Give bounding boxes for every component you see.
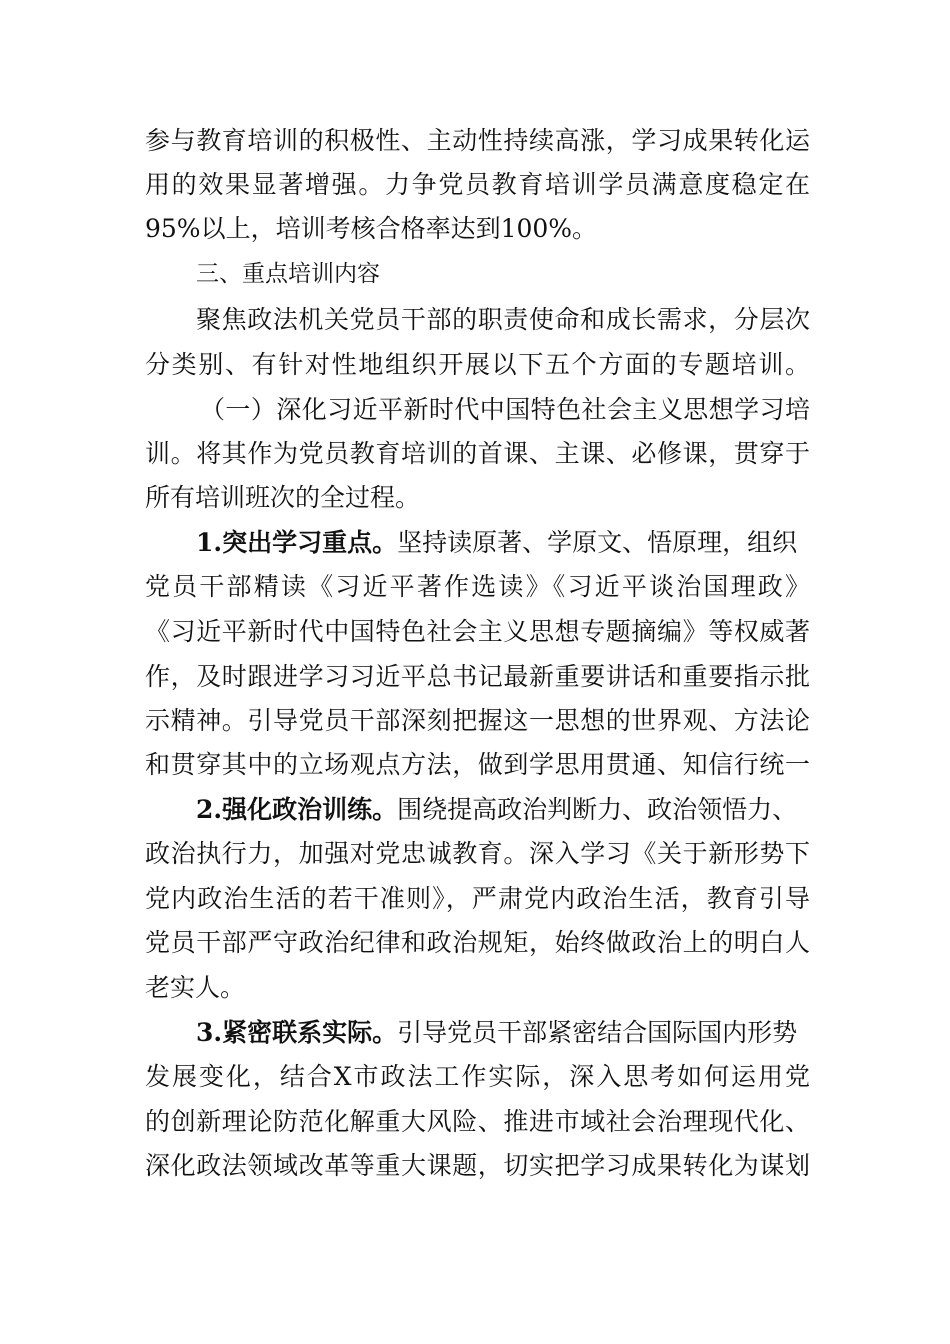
paragraph-line: 党员干部精读《习近平著作选读》《习近平谈治国理政》 (145, 572, 810, 601)
paragraph-line: 训。将其作为党员教育培训的首课、主课、必修课，贯穿于 (145, 439, 810, 468)
paragraph-line: 政治执行力，加强对党忠诚教育。深入学习《关于新形势下 (145, 839, 810, 868)
paragraph-line: 所有培训班次的全过程。 (145, 483, 421, 512)
item-3-lead: 3.紧密联系实际。 (196, 1018, 398, 1047)
item-1-text: 坚持读原著、学原文、悟原理，组织 (397, 528, 798, 557)
item-1-first-line (196, 521, 810, 565)
item-3-text: 引导党员干部紧密结合国际国内形势 (397, 1018, 798, 1047)
paragraph-line: 95%以上，培训考核合格率达到100%。 (145, 214, 598, 243)
section-heading: 三、重点培训内容 (196, 261, 380, 287)
paragraph-line: 《习近平新时代中国特色社会主义思想专题摘编》等权威著 (145, 617, 810, 646)
paragraph-line: 深化政法领域改革等重大课题，切实把学习成果转化为谋划 (145, 1151, 810, 1180)
item-2-text: 围绕提高政治判断力、政治领悟力、 (397, 795, 798, 824)
paragraph-line: 党员干部严守政治纪律和政治规矩，始终做政治上的明白人 (145, 928, 810, 957)
paragraph-line: 老实人。 (145, 973, 246, 1002)
paragraph-line: 党内政治生活的若干准则》，严肃党内政治生活，教育引导 (145, 884, 810, 913)
paragraph-line: 的创新理论防范化解重大风险、推进市域社会治理现代化、 (145, 1107, 810, 1136)
item-3-first-line (196, 1011, 810, 1055)
paragraph-line: 聚焦政法机关党员干部的职责使命和成长需求，分层次 (196, 305, 810, 334)
item-2-first-line (196, 788, 810, 832)
paragraph-line: 作，及时跟进学习习近平总书记最新重要讲话和重要指示批 (145, 662, 810, 691)
paragraph-line: 和贯穿其中的立场观点方法，做到学思用贯通、知信行统一 (145, 750, 810, 779)
item-2-lead: 2.强化政治训练。 (196, 795, 398, 824)
subsection-heading-line: （一）深化习近平新时代中国特色社会主义思想学习培 (200, 395, 810, 424)
paragraph-line: 分类别、有针对性地组织开展以下五个方面的专题培训。 (145, 350, 810, 379)
paragraph-line: 参与教育培训的积极性、主动性持续高涨，学习成果转化运 (145, 126, 810, 155)
paragraph-line: 示精神。引导党员干部深刻把握这一思想的世界观、方法论 (145, 706, 810, 735)
paragraph-line: 用的效果显著增强。力争党员教育培训学员满意度稳定在 (145, 170, 810, 199)
paragraph-line: 发展变化，结合X市政法工作实际，深入思考如何运用党 (145, 1062, 810, 1091)
item-1-lead: 1.突出学习重点。 (196, 528, 398, 557)
